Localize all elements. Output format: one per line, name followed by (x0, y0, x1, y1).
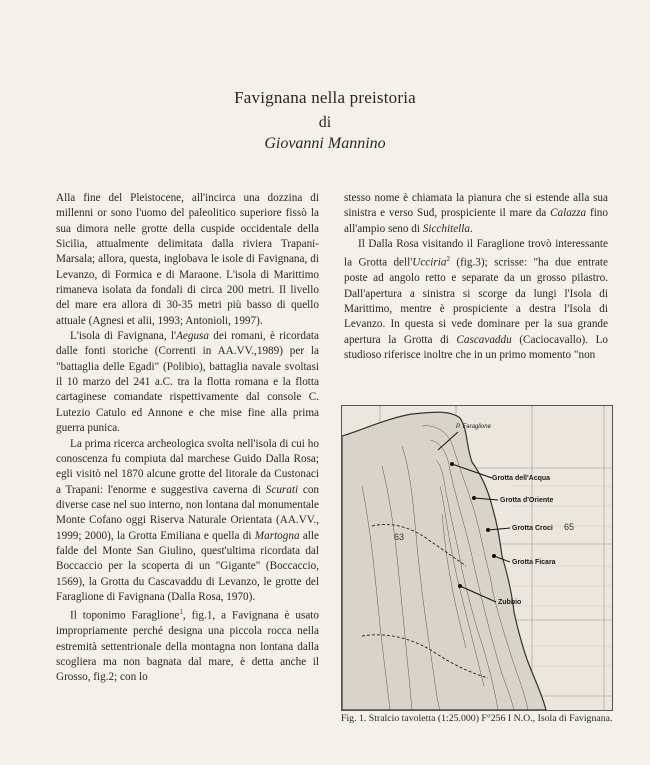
footnote-marker: 2 (446, 255, 450, 264)
right-column (344, 191, 608, 364)
map-figure (341, 405, 613, 711)
grid-number-63: 63 (394, 532, 405, 542)
paragraph: La prima ricerca archeologica svolta nell'isola di cui ho conoscenza fu compiuta dal marchese Guido Dalla Rosa; egli visitò nel 1870 alcune grotte del litorale da Custonaci a Trapani: l'enorme e suggestiva caverna di Scurati con diverse case nel suo interno, non lontana dal monumentale Monte Cofano oggi Riserva Naturale Orientata (AA.VV., 1999; 2000), la Grotta Emiliana e quella di Martogna alle falde del Monte San Giulino, quest'ultima ricordata dal Boccaccio per la scoperta di un "Gigante" (Boccaccio, 1569), la Grotta du Cascavaddu di Levanzo, le grotte del Faraglione di Favignana (Dalla Rosa, 1970). (56, 437, 320, 603)
paragraph: L'isola di Favignana, l'Aegusa dei romani, è ricordata dalle fonti storiche (Correnti in AA.VV.,1989) per la "battaglia delle Egadi" (Polibio), battaglia navale svoltasi il 10 marzo del 241 a.C. tra la flotta romana e la flotta cartaginese comandate rispettivamente dal console C. Lutezio Catulo ed Annone e che mise fine alla prima guerra punica. (56, 330, 319, 435)
label-faraglione: P. Faraglione (456, 424, 491, 430)
footnote-marker: 1 (179, 608, 183, 617)
article-title: Favignana nella preistoria (234, 88, 416, 107)
label-grotta-oriente: Grotta d'Oriente (500, 497, 554, 504)
author-name: Giovanni Mannino (264, 135, 386, 152)
label-grotta-acqua: Grotta dell'Acqua (492, 475, 551, 482)
grid-number-65: 65 (564, 522, 575, 532)
label-grotta-croci: Grotta Croci (512, 525, 553, 532)
title-di: di (318, 114, 332, 131)
label-grotta-ficara: Grotta Ficara (512, 559, 556, 566)
label-zubbio: Zubbio (498, 599, 522, 606)
paragraph: Il Dalla Rosa visitando il Faraglione trovò interessante la Grotta dell'Ucciria$^2$ (fig.3); scrisse: "ha due entrate poste ad angolo retto e separate da un grosso pilastro. Dall'apertura a sinistra si scorge da lungi l'Isola di Marittimo, mentre è prospiciente a destra l'Isola di Levanzo. In questa si vede dominare per la sua grande apertura la Grotta di Cascavaddu (Caciocavallo). Lo studioso riferisce inoltre che in un primo momento "non (344, 238, 608, 362)
figure-caption: Fig. 1. Stralcio tavoletta (1:25.000) F°256 I N.O., Isola di Favignana. (341, 713, 613, 724)
paragraph: Alla fine del Pleistocene, all'incirca una dozzina di millenni or sono l'uomo del paleolitico superiore fissò la sua dimora nelle grotte della cuspide occidentale della Sicilia, attualmente delimitata dalla riviera Trapani-Marsala; allora, questa, inglobava le isole di Favignana, di Levanzo, di Formica e di Maraone. L'isola di Marittimo rimaneva isolata da fondali di circa 200 metri. Il livello del mare era allora di 30-35 metri più basso di quello attuale (Agnesi et alii, 1993; Antonioli, 1997). (56, 192, 319, 327)
topographic-map (342, 406, 612, 710)
paragraph: stesso nome è chiamata la pianura che si estende alla sua sinistra e verso Sud, prospiciente il mare da Calazza fino all'ampio seno di Sicchitella. (344, 192, 608, 235)
left-column (56, 191, 319, 686)
paragraph: Il toponimo Faraglione$^1$, fig.1, a Favignana è usato impropriamente perché designa una piccola rocca nella estremità settentrionale della montagna non lontana dalla scogliera ma non bagnata dal mare, è detta anche il Grosso, fig.2; con lo (56, 608, 319, 684)
